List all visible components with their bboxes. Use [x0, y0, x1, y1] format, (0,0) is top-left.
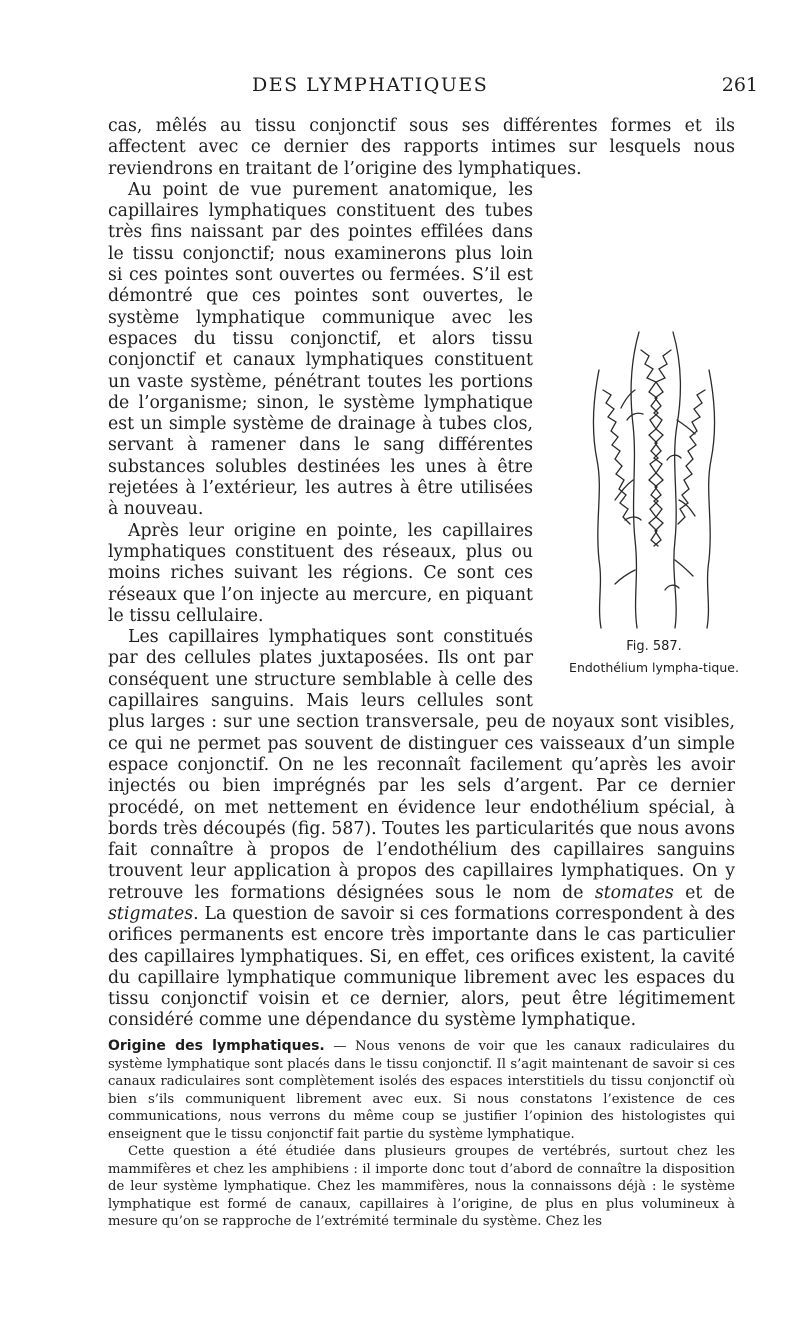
small-paragraph-2: Cette question a été étudiée dans plusieurs groupes de vertébrés, surtout chez les mammifères et chez les amphibiens : il importe donc tout d’abord de connaître la disposition de leur système lymphatique. Chez les mammifères, nous la connaissons déjà : le système lymphatique est formé de canaux, capillaires à l’origine, de plus en plus volumineux à mesure qu’on se rapproche de l’extrémité terminale du système. Chez les	[108, 1144, 735, 1229]
running-header	[0, 74, 800, 100]
main-text	[108, 116, 739, 1032]
section-heading: Origine des lymphatiques.	[108, 1038, 325, 1054]
small-print-section	[108, 1038, 735, 1231]
term-stomates: stomates	[594, 882, 674, 903]
small-paragraph-1	[108, 1038, 735, 1143]
endothelium-illustration	[569, 330, 719, 630]
figure-587	[543, 330, 745, 700]
paragraph-3: Après leur origine en pointe, les capillaires lymphatiques constituent des réseaux, plus ou moins riches suivant les régions. Ce sont ces réseaux que l’on injecte au mercure, en piquant le tissu cellulaire.	[108, 520, 533, 626]
page-number: 261	[721, 74, 758, 96]
paragraph-2-text: Au point de vue purement anatomique, les capillaires lymphatiques constituent des tubes très fins naissant par des pointes effilées dans le tissu conjonctif; nous examinerons plus loin si ces pointes sont ouvertes ou fermées. S’il est démontré que ces pointes sont ouvertes, le système lymphatique communique avec les espaces du tissu conjonctif, et alors tissu conjonctif et canaux lymphatiques constituent un vaste système, pénétrant toutes les portions de l’organisme; sinon, le système lymphatique est un simple système de drainage à tubes clos, servant à ramener dans le sang différentes substances solubles destinées les unes à être rejetées à l’extérieur, les autres à être utilisées à nouveau.	[108, 179, 533, 520]
paragraph-1: cas, mêlés au tissu conjonctif sous ses différentes formes et ils affectent avec ce dernier des rapports intimes sur lesquels nous reviendrons en traitant de l’origine des lymphatiques.	[108, 116, 735, 179]
running-title: DES LYMPHATIQUES	[252, 74, 489, 96]
figure-number: Fig. 587.	[626, 638, 682, 654]
small-paragraph-1-text: — Nous venons de voir que les canaux radiculaires du système lymphatique sont placés dans le tissu conjonctif. Il s’agit maintenant de savoir si ces canaux radiculaires sont complètement isolés des espaces interstitiels du tissu conjonctif où bien s’ils communiquent librement avec eux. Si nous constatons l’existence de ces communications, nous verrons du même coup se justifier l’opinion des histologistes qui enseignent que le tissu conjonctif fait partie du système lymphatique.	[108, 1039, 735, 1142]
paragraph-4-text-a: Les capillaires lymphatiques sont constitués par des cellules plates juxtaposées. Ils ont par conséquent une structure semblable à celle des capillaires sanguins. Mais leurs cellules sont plus larges : sur une section transversale, peu de noyaux sont visibles, ce qui ne permet pas souvent de distinguer ces vaisseaux d’un simple espace conjonctif. On ne les reconnaît facilement qu’après les avoir injectés ou bien imprégnés par les sels d’argent. Par ce dernier procédé, on met nettement en évidence leur endothélium spécial, à bords très découpés (fig. 587). Toutes les particularités que nous avons fait connaître à propos de l’endothélium des capillaires sanguins trouvent leur application à propos des capillaires lymphatiques. On y retrouve les formations désignées sous le nom de	[108, 627, 735, 903]
term-stigmates: stigmates	[108, 903, 194, 924]
paragraph-4-text-b: et de	[685, 882, 735, 903]
figure-caption: Endothélium lympha-tique.	[569, 660, 739, 676]
paragraph-4-text-c: . La question de savoir si ces formations correspondent à des orifices permanents est encore très importante dans le cas particulier des capillaires lymphatiques. Si, en effet, ces orifices existent, la cavité du capillaire lymphatique communique librement avec les espaces du tissu conjonctif voisin et ce dernier, alors, peut être légitimement considéré comme une dépendance du système lymphatique.	[108, 903, 735, 1031]
